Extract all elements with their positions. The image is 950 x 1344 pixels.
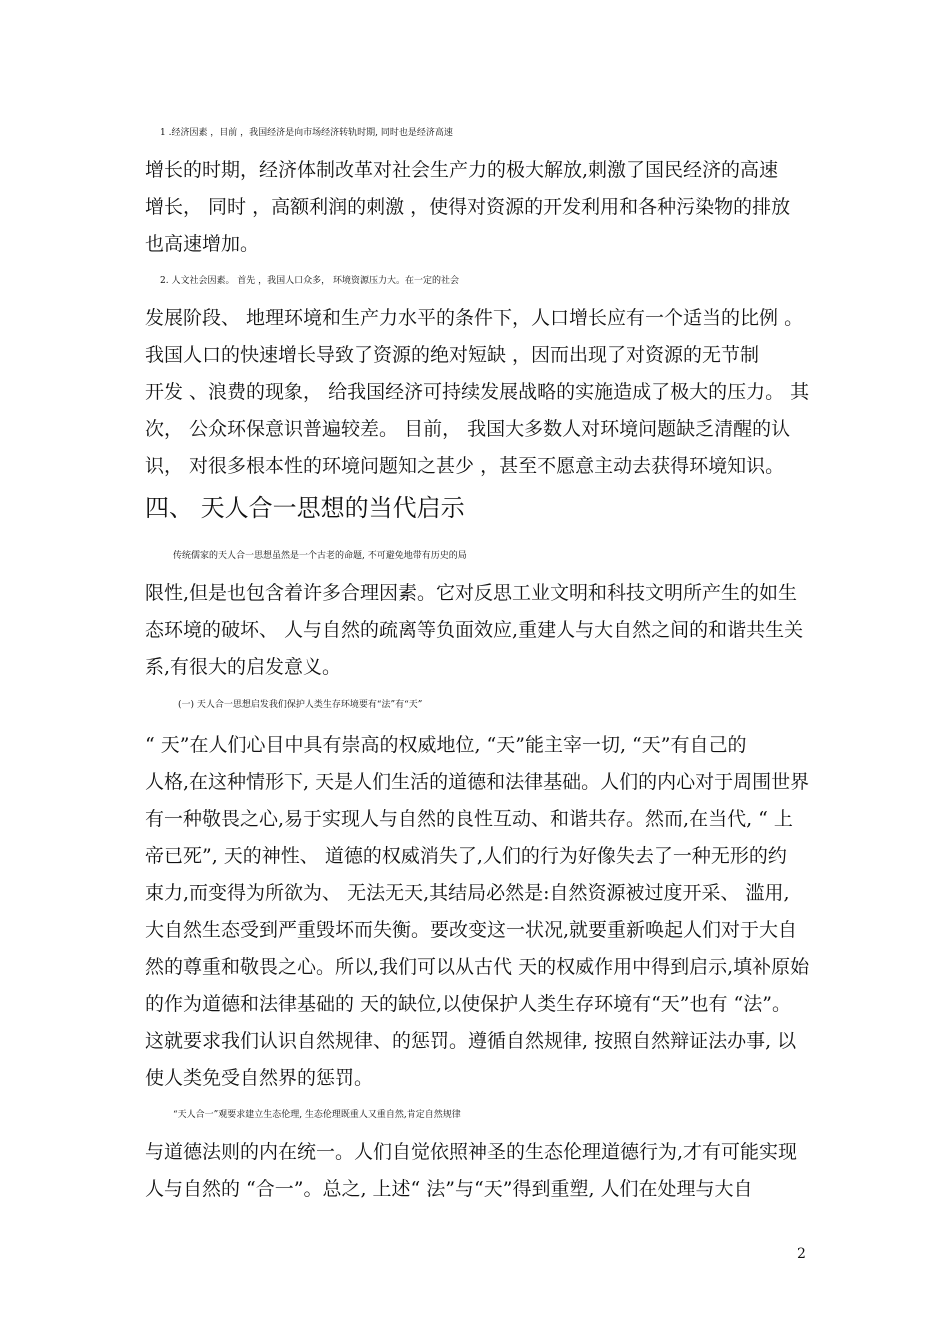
paragraph-line: 开发 、浪费的现象， 给我国经济可持续发展战略的实施造成了极大的压力。 其 <box>145 381 810 403</box>
paragraph-line: 系,有很大的启发意义。 <box>145 656 342 678</box>
paragraph-line: 的作为道德和法律基础的 天的缺位,以使保护人类生存环境有“天”也有 “法”。 <box>145 993 791 1015</box>
paragraph-line: 1 .经济因素 ，目前 ，我国经济是向市场经济转轨时期, 同时也是经济高速 <box>160 128 453 138</box>
paragraph-line: 发展阶段、 地理环境和生产力水平的条件下，人口增长应有一个适当的比例 。 <box>145 307 804 329</box>
paragraph-line: 然的尊重和敬畏之心。所以,我们可以从古代 天的权威作用中得到启示,填补原始 <box>145 956 810 978</box>
paragraph-line: 有一种敬畏之心,易于实现人与自然的良性互动、和谐共存。然而,在当代, “ 上 <box>145 808 793 830</box>
subsection-heading: (一) 天人合一思想启发我们保护人类生存环境要有“法”有“天” <box>178 700 423 710</box>
paragraph-line: 次， 公众环保意识普遍较差。 目前， 我国大多数人对环境问题缺乏清醒的认 <box>145 418 791 440</box>
paragraph-line: 帝已死”, 天的神性、 道德的权威消失了,人们的行为好像失去了一种无形的约 <box>145 845 787 867</box>
paragraph-line: 2. 人文社会因素。 首先 ，我国人口众多， 环境资源压力大。在一定的社会 <box>160 276 460 286</box>
paragraph-line: 限性,但是也包含着许多合理因素。它对反思工业文明和科技文明所产生的如生 <box>145 582 798 604</box>
paragraph-line: 识， 对很多根本性的环境问题知之甚少 ，甚至不愿意主动去获得环境知识。 <box>145 455 785 477</box>
paragraph-line: 这就要求我们认识自然规律、的惩罚。遵循自然规律, 按照自然辩证法办事, 以 <box>145 1030 797 1052</box>
paragraph-line: 增长， 同时 ，高额利润的刺激 ，使得对资源的开发利用和各种污染物的排放 <box>145 196 791 218</box>
section-heading: 四、 天人合一思想的当代启示 <box>145 494 465 522</box>
paragraph-line: 人与自然的 “合一”。总之, 上述“ 法”与“天”得到重塑, 人们在处理与大自 <box>145 1178 753 1200</box>
paragraph-line: 传统儒家的天人合一思想虽然是一个古老的命题, 不可避免地带有历史的局 <box>173 551 467 561</box>
paragraph-line: 束力,而变得为所欲为、 无法无天,其结局必然是:自然资源被过度开采、 滥用, <box>145 882 790 904</box>
paragraph-line: 我国人口的快速增长导致了资源的绝对短缺 ，因而出现了对资源的无节制 <box>145 344 760 366</box>
paragraph-line: 大自然生态受到严重毁坏而失衡。要改变这一状况,就要重新唤起人们对于大自 <box>145 919 798 941</box>
paragraph-line: 增长的时期，经济体制改革对社会生产力的极大解放,刺激了国民经济的高速 <box>145 159 779 181</box>
paragraph-line: 使人类免受自然界的惩罚。 <box>145 1067 374 1089</box>
paragraph-line: 人格,在这种情形下, 天是人们生活的道德和法律基础。人们的内心对于周围世界 <box>145 771 810 793</box>
paragraph-line: “ 天”在人们心目中具有崇高的权威地位, “天”能主宰一切, “天”有自己的 <box>145 734 747 756</box>
page-number: 2 <box>797 1246 806 1262</box>
paragraph-line: “天人合一”观要求建立生态伦理, 生态伦理既重人又重自然,肯定自然规律 <box>173 1110 461 1120</box>
paragraph-line: 态环境的破坏、 人与自然的疏离等负面效应,重建人与大自然之间的和谐共生关 <box>145 619 804 641</box>
paragraph-line: 也高速增加。 <box>145 233 260 255</box>
paragraph-line: 与道德法则的内在统一。人们自觉依照神圣的生态伦理道德行为,才有可能实现 <box>145 1141 798 1163</box>
